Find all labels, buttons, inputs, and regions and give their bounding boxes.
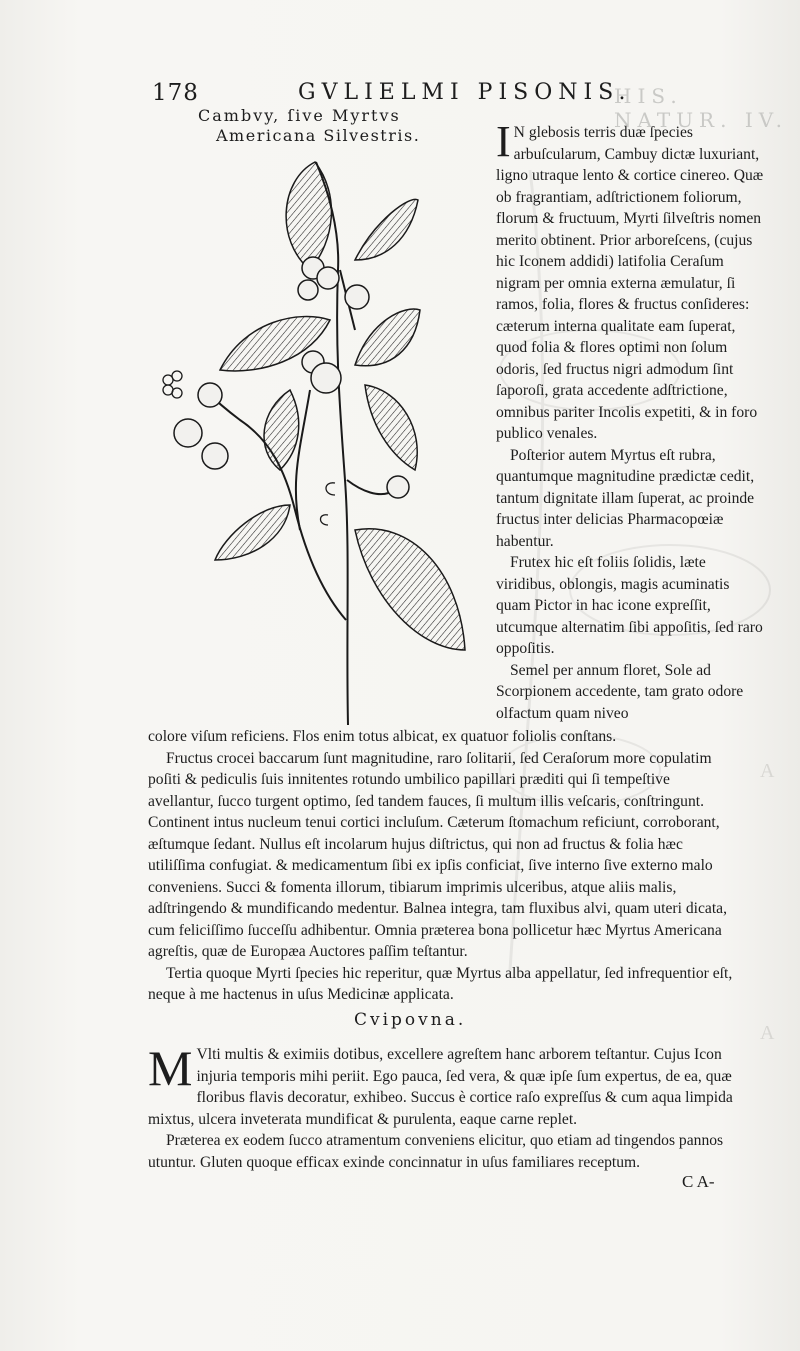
right-text-column — [496, 117, 766, 724]
drop-cap-m: M — [148, 1040, 193, 1096]
drop-cap: I — [496, 117, 511, 166]
paragraph-4: Semel per annum floret, Sole ad Scorpionem accedente, tam grato odore olfactum quam niveo — [496, 661, 744, 722]
paragraph-5: Fructus crocei baccarum ſunt magnitudine, raro ſolitarii, ſed Ceraſorum more copulatim poſiti & pediculis ſuis innitentes rotundo umbilico papillari præditi qui ſi tempeſtive avellantur, ſucco turgent optimo, ſed tandem fauces, ſi multum illis veſcaris, conſtringunt. Continent intus nucleum tenui cortici incluſum. Cæterum ſtomachum reficiunt, corroborant, æſtumque ſedant. Nullus eſt incolarum hujus diſtrictus, qui non ad fructus & folia hæc utiliſſima confugiat. & medicamentum ſibi ex ipſis conficiat, ſive interno ſive externo malo conveniens. Succi & fomenta illorum, tibiarum imprimis ulceribus, atque aliis malis, adſtringendo & mundificando medentur. Balnea integra, tam fluxibus alvi, quam uteri dicata, cum feliciſſimo ſucceſſu adhibentur. Omnia præterea bona pollicetur hæc Myrtus Americana agreſtis, quæ de Europæa Auctores paſſim teſtantur. — [148, 749, 727, 960]
running-title: GVLIELMI PISONIS. — [298, 80, 632, 105]
page-number: 178 — [152, 80, 199, 106]
margin-mark-upper: A — [760, 760, 775, 782]
section-body-text — [148, 1040, 733, 1173]
paragraph-7: Vlti multis & eximiis dotibus, excellere agreſtem hanc arborem teſtantur. Cujus Icon injuria temporis mihi periit. Ego pauca, ſed vera, & quæ ipſe ſum expertus, de ea, quæ floribus flavis decoratur, exhibeo. Succus è cortice raſo expreſſus & cum aqua limpida mixtus, ulcera inveterata mundificat & purulenta, eaque carne replet. — [148, 1046, 733, 1128]
myrtle-branch-engraving — [150, 150, 470, 730]
paragraph-6: Tertia quoque Myrti ſpecies hic reperitur, quæ Myrtus alba appellatur, ſed infrequentior eſt, neque à me hactenus in uſus Medicinæ applicata. — [148, 964, 733, 1003]
section-heading: Cvipovna. — [354, 1010, 467, 1030]
margin-mark-lower: A — [760, 1022, 775, 1044]
paragraph-2: Poſterior autem Myrtus eſt rubra, quantumque magnitudine prædictæ cedit, tantum dignitate illam ſuperat, ac proinde fructus inter delicias Pharmacopœiæ habentur. — [496, 446, 755, 550]
main-body-text — [148, 726, 733, 1006]
show-through-heading: HIS. NATUR. IV. — [614, 84, 789, 132]
paragraph-3: Frutex hic eſt foliis ſolidis, læte viridibus, oblongis, magis acuminatis quam Pictor in hac icone expreſſit, utcumque alternatim ſibi appoſitis, ſed raro oppoſitis. — [496, 554, 763, 657]
catchword: C A- — [682, 1172, 715, 1191]
plant-title-line1: Cambvy, ſive Myrtvs — [198, 106, 401, 125]
paragraph-1: N glebosis terris duæ ſpecies arbuſcularum, Cambuy dictæ luxuriant, ligno utraque lento & cortice cinereo. Quæ ob fragrantiam, adſtrictionem foliorum, florum & fructuum, Myrti ſilveſtris nomen merito obtinent. Prior arboreſcens, (cujus hic Iconem addidi) latifolia Ceraſum nigram per omnia externa æmulatur, ſi ramos, folia, flores & fructus conſideres: cæterum interna qualitate eam ſuperat, quod folia & flores optimi non ſolum odoris, ſed fructus nigri admodum ſint ſaporoſi, grata accedente adſtrictione, omnibus pariter Incolis expetiti, & in foro publico venales. — [496, 124, 764, 442]
paragraph-8: Præterea ex eodem ſucco atramentum conveniens elicitur, quo etiam ad tingendos pannos utuntur. Gluten quoque efficax exinde concinnatur in uſus familiares receptum. — [148, 1132, 724, 1171]
plant-title-line2: Americana Silvestris. — [216, 126, 421, 145]
paragraph-4-continued: colore viſum reficiens. Flos enim totus albicat, ex quatuor foliolis conſtans. — [148, 728, 617, 745]
